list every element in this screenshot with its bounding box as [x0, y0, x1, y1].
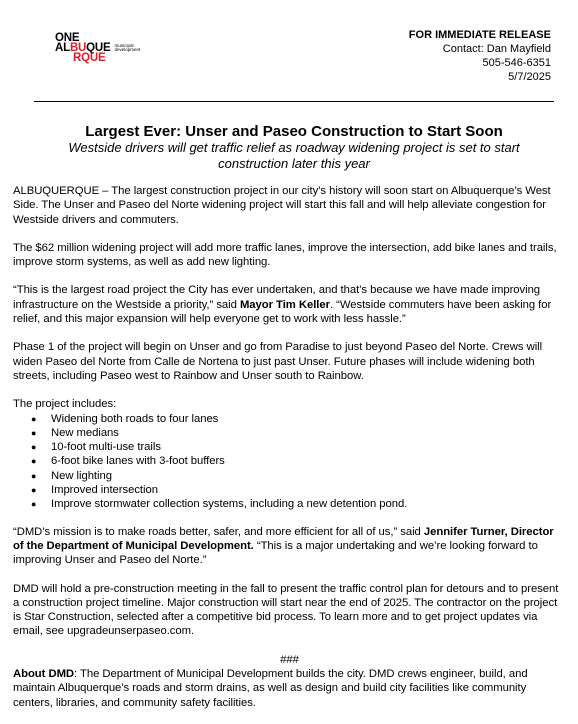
director-name: Jennifer Turner, Director of the Department of Municipal Development. — [13, 525, 554, 552]
paragraph-director-quote — [13, 525, 566, 568]
about-text: : The Department of Municipal Development builds the city. DMD crews engineer, build, and maintain Albuquerque’s roads and storm drains, as well as design and build city facilities like community centers, libraries, and community safety facilities. — [13, 668, 528, 709]
one-albuquerque-logo — [55, 33, 140, 63]
mayor-name: Mayor Tim Keller — [239, 298, 330, 311]
page-subtitle: Westside drivers will get traffic relief as roadway widening project is set to start construction later this year — [68, 140, 520, 171]
list-item: ● 6-foot bike lanes with 3-foot buffers — [31, 454, 566, 468]
logo-tag-1: municipal — [114, 42, 134, 48]
article-body — [13, 184, 566, 724]
list-item: ● Widening both roads to four lanes — [31, 412, 566, 426]
header-divider — [34, 101, 554, 102]
contact-block — [409, 28, 551, 84]
about-section — [13, 667, 566, 710]
about-label: About DMD — [13, 668, 75, 681]
end-mark: ### — [280, 653, 299, 666]
logo-tagline — [114, 44, 140, 53]
paragraph-mayor-quote — [13, 283, 566, 326]
list-item: ● Improve stormwater collection systems, including a new detention pond. — [31, 497, 566, 511]
paragraph-meeting: DMD will hold a pre-construction meeting in the fall to present the traffic control plan for detours and to present a construction project timeline. Major construction will start near the end of 2025. The contractor on the project is Star Construction, selected after a competitive bid process. To learn more and to get project updates via email, see upgradeunserpaseo.com. — [13, 582, 559, 638]
logo-line-albu-c: QUE — [86, 42, 111, 54]
page-title: Largest Ever: Unser and Paseo Construction to Start Soon — [85, 123, 503, 140]
list-item: ● New medians — [31, 426, 566, 440]
paragraph-cost: The $62 million widening project will add more traffic lanes, improve the intersection, add bike lanes and trails, improve storm systems, as well as add new lighting. — [13, 241, 557, 269]
logo-line-albu-a: AL — [55, 42, 70, 54]
list-item: ● Improved intersection — [31, 483, 566, 497]
list-intro: The project includes: — [13, 398, 117, 411]
release-label: FOR IMMEDIATE RELEASE — [408, 29, 551, 41]
contact-phone: 505-546-6351 — [482, 57, 551, 69]
quote-text-c: . “Westside commuters have been asking for relief, and this major expansion will help everyone get to work with less hassle.” — [13, 298, 552, 326]
logo-line-albu-b: BU — [69, 42, 87, 54]
list-item: ● 10-foot multi-use trails — [31, 440, 566, 454]
quote-text-c: “This is a major undertaking and we’re looking forward to improving Unser and Paseo del Norte.” — [13, 539, 538, 567]
quote-text-a: “This is the largest road project the City has ever undertaken, and that’s because we have made improving infrastructure on the Westside a priority,” said — [13, 284, 541, 311]
paragraph-intro: ALBUQUERQUE – The largest construction project in our city’s history will soon start on Albuquerque’s West Side. The Unser and Paseo del Norte widening project will start this fall and will help alleviate congestion for Westside drivers and commuters. — [13, 185, 551, 226]
contact-name: Contact: Dan Mayfield — [442, 43, 551, 55]
logo-tag-2: development — [114, 47, 141, 53]
quote-text-a: “DMD’s mission is to make roads better, safer, and more efficient for all of us,” said — [13, 525, 424, 538]
paragraph-phases: Phase 1 of the project will begin on Unser and go from Paradise to just beyond Paseo del Norte. Crews will widen Paseo del Norte from Calle de Nortena to just past Unser. Future phases will include widening both streets, including Paseo west to Rainbow and Unser south to Rainbow. — [13, 341, 543, 382]
logo-line-one: ONE — [55, 32, 80, 44]
logo-line-rque: RQUE — [73, 52, 106, 64]
project-list — [13, 412, 566, 512]
list-item: ● New lighting — [31, 469, 566, 483]
release-date: 5/7/2025 — [508, 71, 551, 83]
